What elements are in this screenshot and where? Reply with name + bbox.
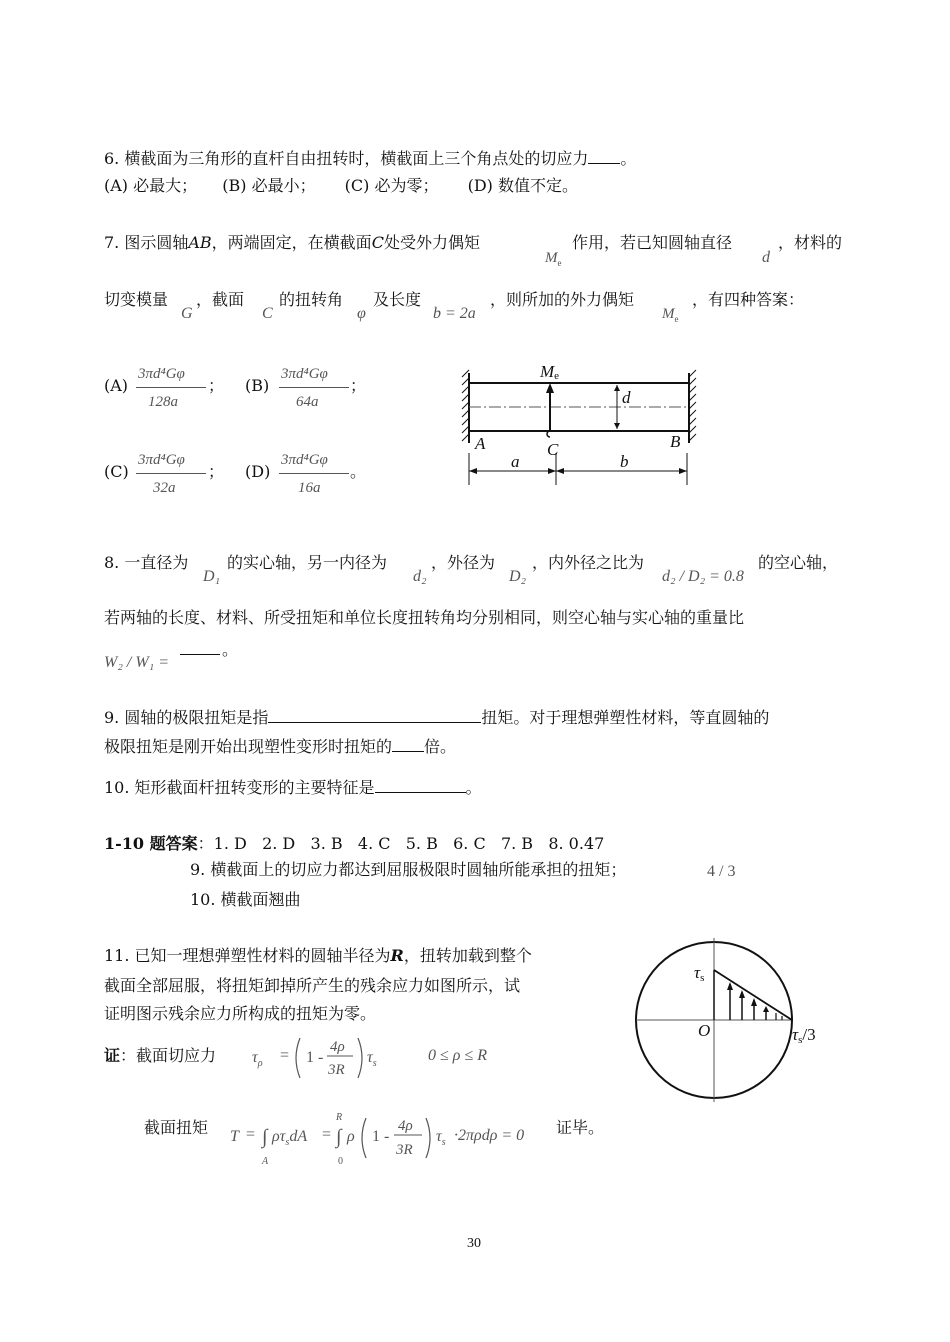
label-d: d bbox=[622, 388, 631, 407]
q11-stress-figure bbox=[632, 932, 832, 1104]
eq2-one-minus: 1 - bbox=[372, 1128, 390, 1145]
q11-equation-1 bbox=[250, 1032, 510, 1084]
q7-option-b-label: (B) bbox=[245, 376, 270, 395]
right-fixed-support bbox=[689, 370, 696, 443]
q8-sym-D1: D₁ bbox=[203, 568, 221, 585]
label-a: a bbox=[511, 452, 520, 471]
q7-option-b-sep: ； bbox=[350, 376, 367, 395]
q8-end: 。 bbox=[222, 640, 239, 659]
q11-line3: 证明图示残余应力所构成的扭矩为零。 bbox=[104, 1004, 377, 1023]
q7-line2-c: 的扭转角 bbox=[279, 290, 344, 309]
label-Me: Me bbox=[540, 362, 560, 382]
q7-line2-f: ，有四种答案： bbox=[692, 290, 805, 309]
label-tau-s-3: τs/3 bbox=[792, 1025, 816, 1046]
q6-stem: 6. 横截面为三角形的直杆自由扭转时，横截面上三个角点处的切应力 。 bbox=[104, 149, 637, 168]
q7-option-c-sep: ； bbox=[208, 462, 225, 481]
q8-sym-d2: d₂ bbox=[413, 568, 427, 585]
q8-line2: 若两轴的长度、材料、所受扭矩和单位长度扭转角均分别相同，则空心轴与实心轴的重量比 bbox=[104, 608, 745, 627]
q7-option-c-label: (C) bbox=[104, 462, 129, 481]
q8-line1-d: ，内外径之比为 bbox=[532, 553, 645, 572]
eq2-rho-tau: $\rho\tau_sdA$ bbox=[272, 1128, 308, 1148]
diameter-arrow-bottom bbox=[614, 423, 620, 429]
q7-option-d-num: 3πd⁴Gφ bbox=[281, 452, 328, 468]
q9-blank-2 bbox=[392, 736, 424, 752]
eq2-tau-s: $\tau_s$ bbox=[436, 1128, 446, 1148]
q6-options: (A) 必最大； (B) 必最小； (C) 必为零； (D) 数值不定。 bbox=[104, 176, 578, 195]
q8-sym-W: W₂ / W₁ = bbox=[104, 654, 170, 671]
eq1-range: 0 ≤ ρ ≤ R bbox=[428, 1047, 488, 1064]
label-C: C bbox=[547, 440, 559, 459]
stress-arrows bbox=[727, 982, 782, 1020]
q7-option-a-label: (A) bbox=[104, 376, 129, 395]
q7-option-d-den: 16a bbox=[298, 480, 321, 496]
label-A: A bbox=[475, 434, 486, 453]
eq2-sup-R: R bbox=[336, 1112, 343, 1123]
dim-arrow-2 bbox=[548, 468, 556, 474]
q7-sym-Me2: $M_e$ bbox=[662, 306, 679, 324]
q8-sym-D2: D₂ bbox=[509, 568, 527, 585]
q7-line1-tail: 作用，若已知圆轴直径 bbox=[572, 233, 733, 252]
q11-done: 证毕。 bbox=[556, 1118, 605, 1137]
q7-sym-phi: φ bbox=[357, 305, 366, 322]
eq2-tail: ·2πρdρ = 0 bbox=[454, 1127, 525, 1144]
q9-line1: 9. 圆轴的极限扭矩是指 扭矩。对于理想弹塑性材料，等直圆轴的 bbox=[104, 708, 770, 727]
eq1-tau-rho: $\tau_\rho$ bbox=[252, 1049, 263, 1069]
eq2-integral-1: ∫ bbox=[262, 1126, 268, 1148]
q7-option-d-label: (D) bbox=[245, 462, 271, 481]
q7-option-a-den: 128a bbox=[148, 394, 178, 410]
answer-10: 10. 横截面翘曲 bbox=[190, 890, 301, 909]
q7-option-a-bar bbox=[136, 387, 206, 388]
q11-line1: 11. 已知一理想弹塑性材料的圆轴半径为R，扭转加载到整个 bbox=[104, 946, 532, 965]
q7-shaft-figure bbox=[455, 355, 715, 495]
q7-sym-G: G bbox=[181, 305, 193, 322]
eq1-lparen bbox=[296, 1038, 300, 1078]
answer-9-value: 4 / 3 bbox=[707, 863, 736, 880]
eq1-num: 4ρ bbox=[330, 1039, 345, 1055]
eq1-den: 3R bbox=[328, 1062, 345, 1078]
q8-line1-e: 的空心轴， bbox=[758, 553, 839, 572]
eq2-den: 3R bbox=[396, 1142, 413, 1158]
q7-sym-b2a: b = 2a bbox=[433, 305, 476, 322]
moment-arrowhead bbox=[546, 383, 554, 393]
q7-sym-Me: $M_e$ bbox=[545, 250, 562, 268]
answer-9: 9. 横截面上的切应力都达到屈服极限时圆轴所能承担的扭矩； bbox=[190, 860, 627, 879]
q7-option-b-num: 3πd⁴Gφ bbox=[281, 366, 328, 382]
q7-sym-d: d bbox=[762, 249, 770, 266]
q7-option-d-bar bbox=[279, 473, 349, 474]
q7-option-c-bar bbox=[136, 473, 206, 474]
q8-line1-a: 8. 一直径为 bbox=[104, 553, 189, 572]
eq1-one-minus: 1 - bbox=[306, 1049, 324, 1066]
q7-option-b-den: 64a bbox=[296, 394, 319, 410]
label-tau-s: τs bbox=[694, 963, 705, 984]
eq2-lparen bbox=[362, 1118, 366, 1158]
q7-line1: 7. 图示圆轴AB，两端固定，在横截面C处受外力偶矩 bbox=[104, 233, 480, 252]
q7-option-c-den: 32a bbox=[153, 480, 176, 496]
q7-sym-C: C bbox=[262, 305, 273, 322]
q7-option-d-sep: 。 bbox=[350, 462, 367, 481]
q11-equation-2 bbox=[226, 1108, 556, 1170]
answers-line: 1-10 题答案：1. D 2. D 3. B 4. C 5. B 6. C 7. B 8. 0.47 bbox=[104, 834, 605, 853]
q8-line1-b: 的实心轴，另一内径为 bbox=[227, 553, 388, 572]
q11-proof-label: 证：截面切应力 bbox=[104, 1046, 217, 1065]
q8-blank bbox=[180, 654, 220, 655]
eq2-sub-0: 0 bbox=[338, 1156, 343, 1167]
q10-blank bbox=[375, 777, 466, 793]
q9-line2: 极限扭矩是刚开始出现塑性变形时扭矩的 倍。 bbox=[104, 737, 457, 756]
label-b: b bbox=[620, 452, 629, 471]
q9-blank-1 bbox=[268, 707, 481, 723]
q11-line2: 截面全部屈服，将扭矩卸掉所产生的残余应力如图所示，试 bbox=[104, 976, 521, 995]
q11-torque-label: 截面扭矩 bbox=[144, 1118, 209, 1137]
dim-arrow-1 bbox=[469, 468, 477, 474]
q7-line1-end: ，材料的 bbox=[778, 233, 843, 252]
page-number: 30 bbox=[467, 1236, 481, 1251]
q7-line2-b: ，截面 bbox=[196, 290, 245, 309]
eq1-rparen bbox=[358, 1038, 362, 1078]
q7-option-a-sep: ； bbox=[208, 376, 225, 395]
label-O: O bbox=[698, 1021, 711, 1040]
left-fixed-support bbox=[462, 370, 469, 443]
label-B: B bbox=[670, 432, 681, 451]
q7-line2-a: 切变模量 bbox=[104, 290, 169, 309]
eq2-T: T bbox=[230, 1128, 239, 1145]
eq2-integral-2: ∫ bbox=[336, 1126, 342, 1148]
q7-line2-e: ，则所加的外力偶矩 bbox=[490, 290, 635, 309]
q7-option-b-bar bbox=[279, 387, 349, 388]
eq2-equals-2: = bbox=[322, 1126, 332, 1143]
dim-arrow-4 bbox=[679, 468, 687, 474]
eq2-rparen bbox=[426, 1118, 430, 1158]
q10-line: 10. 矩形截面杆扭转变形的主要特征是 。 bbox=[104, 778, 482, 797]
q8-sym-ratio: d₂ / D₂ = 0.8 bbox=[662, 568, 744, 585]
q6-blank bbox=[588, 148, 620, 164]
dim-arrow-3 bbox=[556, 468, 564, 474]
diameter-arrow-top bbox=[614, 385, 620, 391]
eq2-num: 4ρ bbox=[398, 1118, 413, 1134]
eq1-tau-s: $\tau_s$ bbox=[367, 1049, 377, 1069]
eq2-equals-1: = bbox=[246, 1126, 256, 1143]
q7-option-c-num: 3πd⁴Gφ bbox=[138, 452, 185, 468]
q8-line1-c: ，外径为 bbox=[431, 553, 496, 572]
q7-line2-d: 及长度 bbox=[373, 290, 422, 309]
q7-option-a-num: 3πd⁴Gφ bbox=[138, 366, 185, 382]
eq2-sub-A: A bbox=[262, 1156, 269, 1167]
eq1-equals: = bbox=[280, 1047, 290, 1064]
eq2-rho: ρ bbox=[347, 1128, 355, 1145]
